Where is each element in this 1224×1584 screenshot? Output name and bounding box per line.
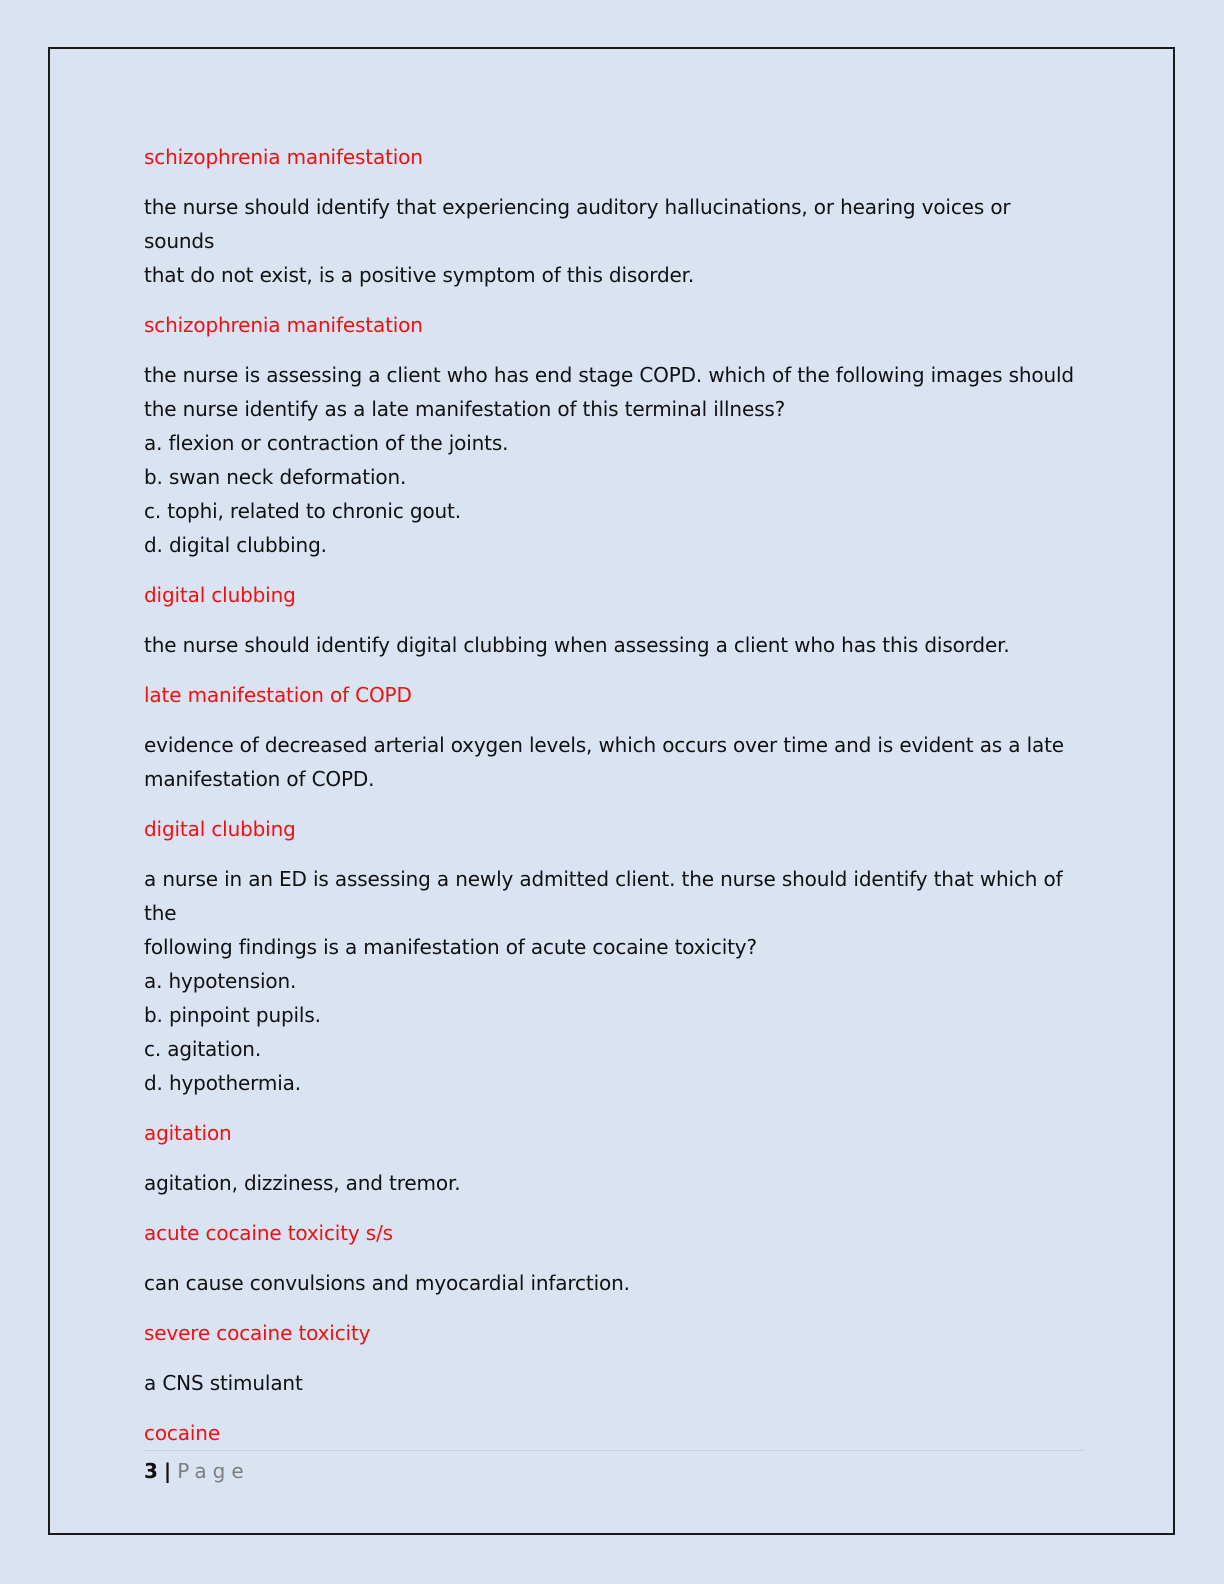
answer-option: b. pinpoint pupils. bbox=[144, 1003, 321, 1027]
flashcard-term: digital clubbing bbox=[144, 817, 296, 841]
answer-option: c. tophi, related to chronic gout. bbox=[144, 499, 461, 523]
flashcard-definition bbox=[144, 1366, 1086, 1400]
definition-line: can cause convulsions and myocardial infarction. bbox=[144, 1271, 630, 1295]
flashcard-definition bbox=[144, 358, 1086, 562]
flashcard-definition bbox=[144, 862, 1086, 1100]
flashcard-definition bbox=[144, 628, 1086, 662]
definition-line: the nurse should identify that experiencing auditory hallucinations, or hearing voices or sounds bbox=[144, 195, 1011, 253]
flashcard-term: late manifestation of COPD bbox=[144, 683, 412, 707]
definition-line: following findings is a manifestation of acute cocaine toxicity? bbox=[144, 935, 757, 959]
footer-divider bbox=[144, 1450, 1084, 1451]
answer-option: b. swan neck deformation. bbox=[144, 465, 407, 489]
definition-line: the nurse should identify digital clubbing when assessing a client who has this disorder. bbox=[144, 633, 1010, 657]
definition-line: a nurse in an ED is assessing a newly admitted client. the nurse should identify that which of the bbox=[144, 867, 1063, 925]
answer-option: c. agitation. bbox=[144, 1037, 262, 1061]
flashcard-term: digital clubbing bbox=[144, 583, 296, 607]
flashcard-definition bbox=[144, 1266, 1086, 1300]
document-body bbox=[144, 140, 1086, 1466]
page-label: Page bbox=[177, 1459, 250, 1483]
definition-line: manifestation of COPD. bbox=[144, 767, 375, 791]
definition-line: a CNS stimulant bbox=[144, 1371, 303, 1395]
flashcard-term: severe cocaine toxicity bbox=[144, 1321, 371, 1345]
answer-option: d. hypothermia. bbox=[144, 1071, 301, 1095]
page-footer bbox=[144, 1456, 250, 1486]
flashcard-definition bbox=[144, 190, 1086, 292]
flashcard-term: schizophrenia manifestation bbox=[144, 145, 423, 169]
definition-line: the nurse is assessing a client who has end stage COPD. which of the following images should bbox=[144, 363, 1074, 387]
flashcard-definition bbox=[144, 1166, 1086, 1200]
flashcard-term: acute cocaine toxicity s/s bbox=[144, 1221, 393, 1245]
flashcard-definition bbox=[144, 728, 1086, 796]
flashcard-term: agitation bbox=[144, 1121, 232, 1145]
answer-option: d. digital clubbing. bbox=[144, 533, 327, 557]
answer-option: a. hypotension. bbox=[144, 969, 297, 993]
flashcard-term: cocaine bbox=[144, 1421, 220, 1445]
definition-line: agitation, dizziness, and tremor. bbox=[144, 1171, 461, 1195]
footer-separator: | bbox=[163, 1459, 172, 1483]
definition-line: evidence of decreased arterial oxygen levels, which occurs over time and is evident as a late bbox=[144, 733, 1064, 757]
definition-line: that do not exist, is a positive symptom of this disorder. bbox=[144, 263, 695, 287]
page-number: 3 bbox=[144, 1459, 158, 1483]
definition-line: the nurse identify as a late manifestation of this terminal illness? bbox=[144, 397, 786, 421]
flashcard-term: schizophrenia manifestation bbox=[144, 313, 423, 337]
answer-option: a. flexion or contraction of the joints. bbox=[144, 431, 509, 455]
